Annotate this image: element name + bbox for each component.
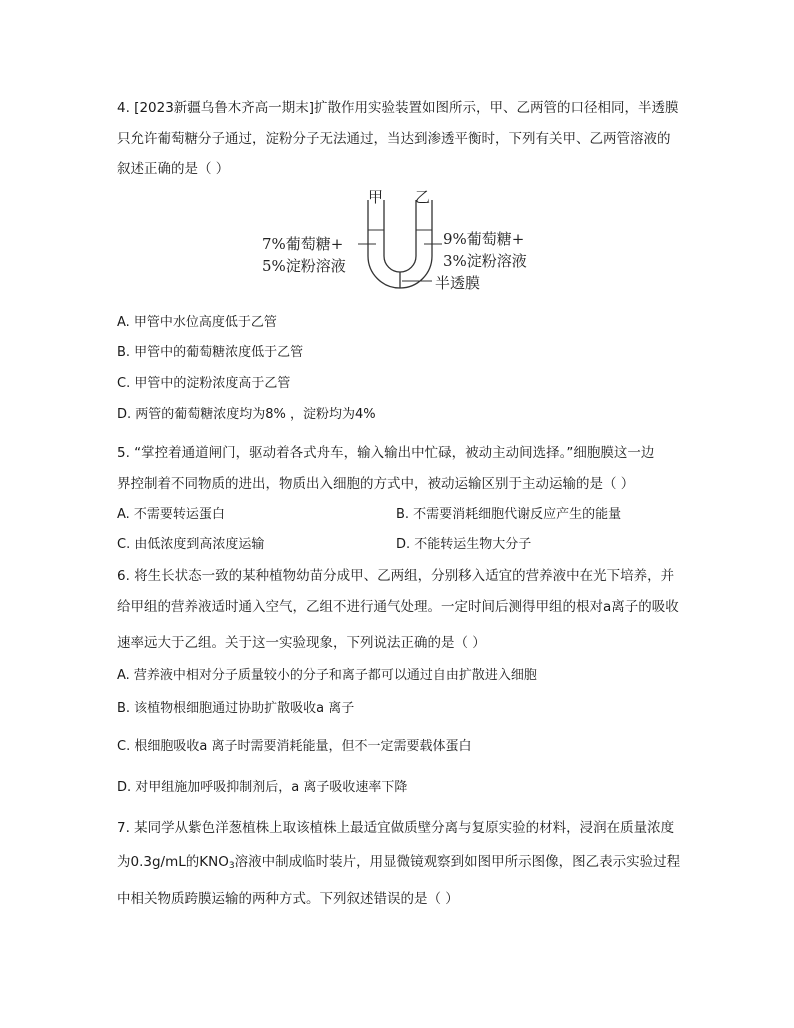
q6-option-d[interactable]: D. 对甲组施加呼吸抑制剂后，a 离子吸收速率下降 — [117, 780, 408, 795]
q7-line2-subscript: 3 — [228, 861, 235, 871]
q6-stem-line2: 给甲组的营养液适时通入空气，乙组不进行通气处理。一定时间后测得甲组的根对a离子的吸收 — [117, 599, 679, 615]
q6-stem-line3: 速率远大于乙组。关于这一实验现象，下列说法正确的是（ ） — [117, 635, 486, 651]
right-solution-line2: 3%淀粉溶液 — [443, 252, 527, 270]
q4-stem-line1: 4. [2023新疆乌鲁木齐高一期末]扩散作用实验装置如图所示，甲、乙两管的口径相同，半透膜 — [117, 100, 679, 116]
q4-option-b[interactable]: B. 甲管中的葡萄糖浓度低于乙管 — [117, 345, 304, 360]
q5-option-a[interactable]: A. 不需要转运蛋白 — [117, 507, 225, 522]
q4-stem-line2: 只允许葡萄糖分子通过，淀粉分子无法通过，当达到渗透平衡时，下列有关甲、乙两管溶液的 — [117, 131, 671, 147]
left-solution-line1: 7%葡萄糖+ — [262, 235, 344, 253]
q4-option-a[interactable]: A. 甲管中水位高度低于乙管 — [117, 315, 277, 330]
membrane-label: 半透膜 — [435, 274, 481, 292]
q6-option-a[interactable]: A. 营养液中相对分子质量较小的分子和离子都可以通过自由扩散进入细胞 — [117, 668, 537, 683]
q7-stem-line2 — [117, 852, 680, 876]
q5-option-b[interactable]: B. 不需要消耗细胞代谢反应产生的能量 — [396, 507, 622, 522]
q5-option-c[interactable]: C. 由低浓度到高浓度运输 — [117, 537, 265, 552]
q5-stem-line1: 5. “掌控着通道闸门，驱动着各式舟车，输入输出中忙碌，被动主动间选择。”细胞膜这一边 — [117, 445, 655, 461]
q6-option-b[interactable]: B. 该植物根细胞通过协助扩散吸收a 离子 — [117, 701, 355, 716]
left-solution-line2: 5%淀粉溶液 — [262, 257, 346, 275]
u-tube-inner-wall — [384, 200, 416, 272]
q6-stem-line1: 6. 将生长状态一致的某种植物幼苗分成甲、乙两组，分别移入适宜的营养液中在光下培养，并 — [117, 568, 675, 584]
q7-stem-line1: 7. 某同学从紫色洋葱植株上取该植株上最适宜做质壁分离与复原实验的材料，浸润在质量浓度 — [117, 820, 675, 836]
label-jia: 甲 — [368, 188, 384, 206]
q4-stem-line3: 叙述正确的是（ ） — [117, 161, 230, 177]
u-tube-diagram — [250, 188, 550, 303]
q7-stem-line3: 中相关物质跨膜运输的两种方式。下列叙述错误的是（ ） — [117, 891, 459, 907]
q4-option-c[interactable]: C. 甲管中的淀粉浓度高于乙管 — [117, 376, 291, 391]
label-yi: 乙 — [415, 188, 431, 206]
q5-option-d[interactable]: D. 不能转运生物大分子 — [396, 537, 532, 552]
q6-option-c[interactable]: C. 根细胞吸收a 离子时需要消耗能量，但不一定需要载体蛋白 — [117, 739, 472, 754]
right-solution-line1: 9%葡萄糖+ — [443, 230, 525, 248]
q7-line2-pre: 为0.3g/mL的KNO — [117, 854, 229, 870]
q5-stem-line2: 界控制着不同物质的进出，物质出入细胞的方式中，被动运输区别于主动运输的是（ ） — [117, 476, 635, 492]
q4-option-d[interactable]: D. 两管的葡萄糖浓度均为8% ，淀粉均为4% — [117, 407, 376, 422]
q7-line2-post: 溶液中制成临时装片，用显微镜观察到如图甲所示图像，图乙表示实验过程 — [234, 854, 681, 870]
